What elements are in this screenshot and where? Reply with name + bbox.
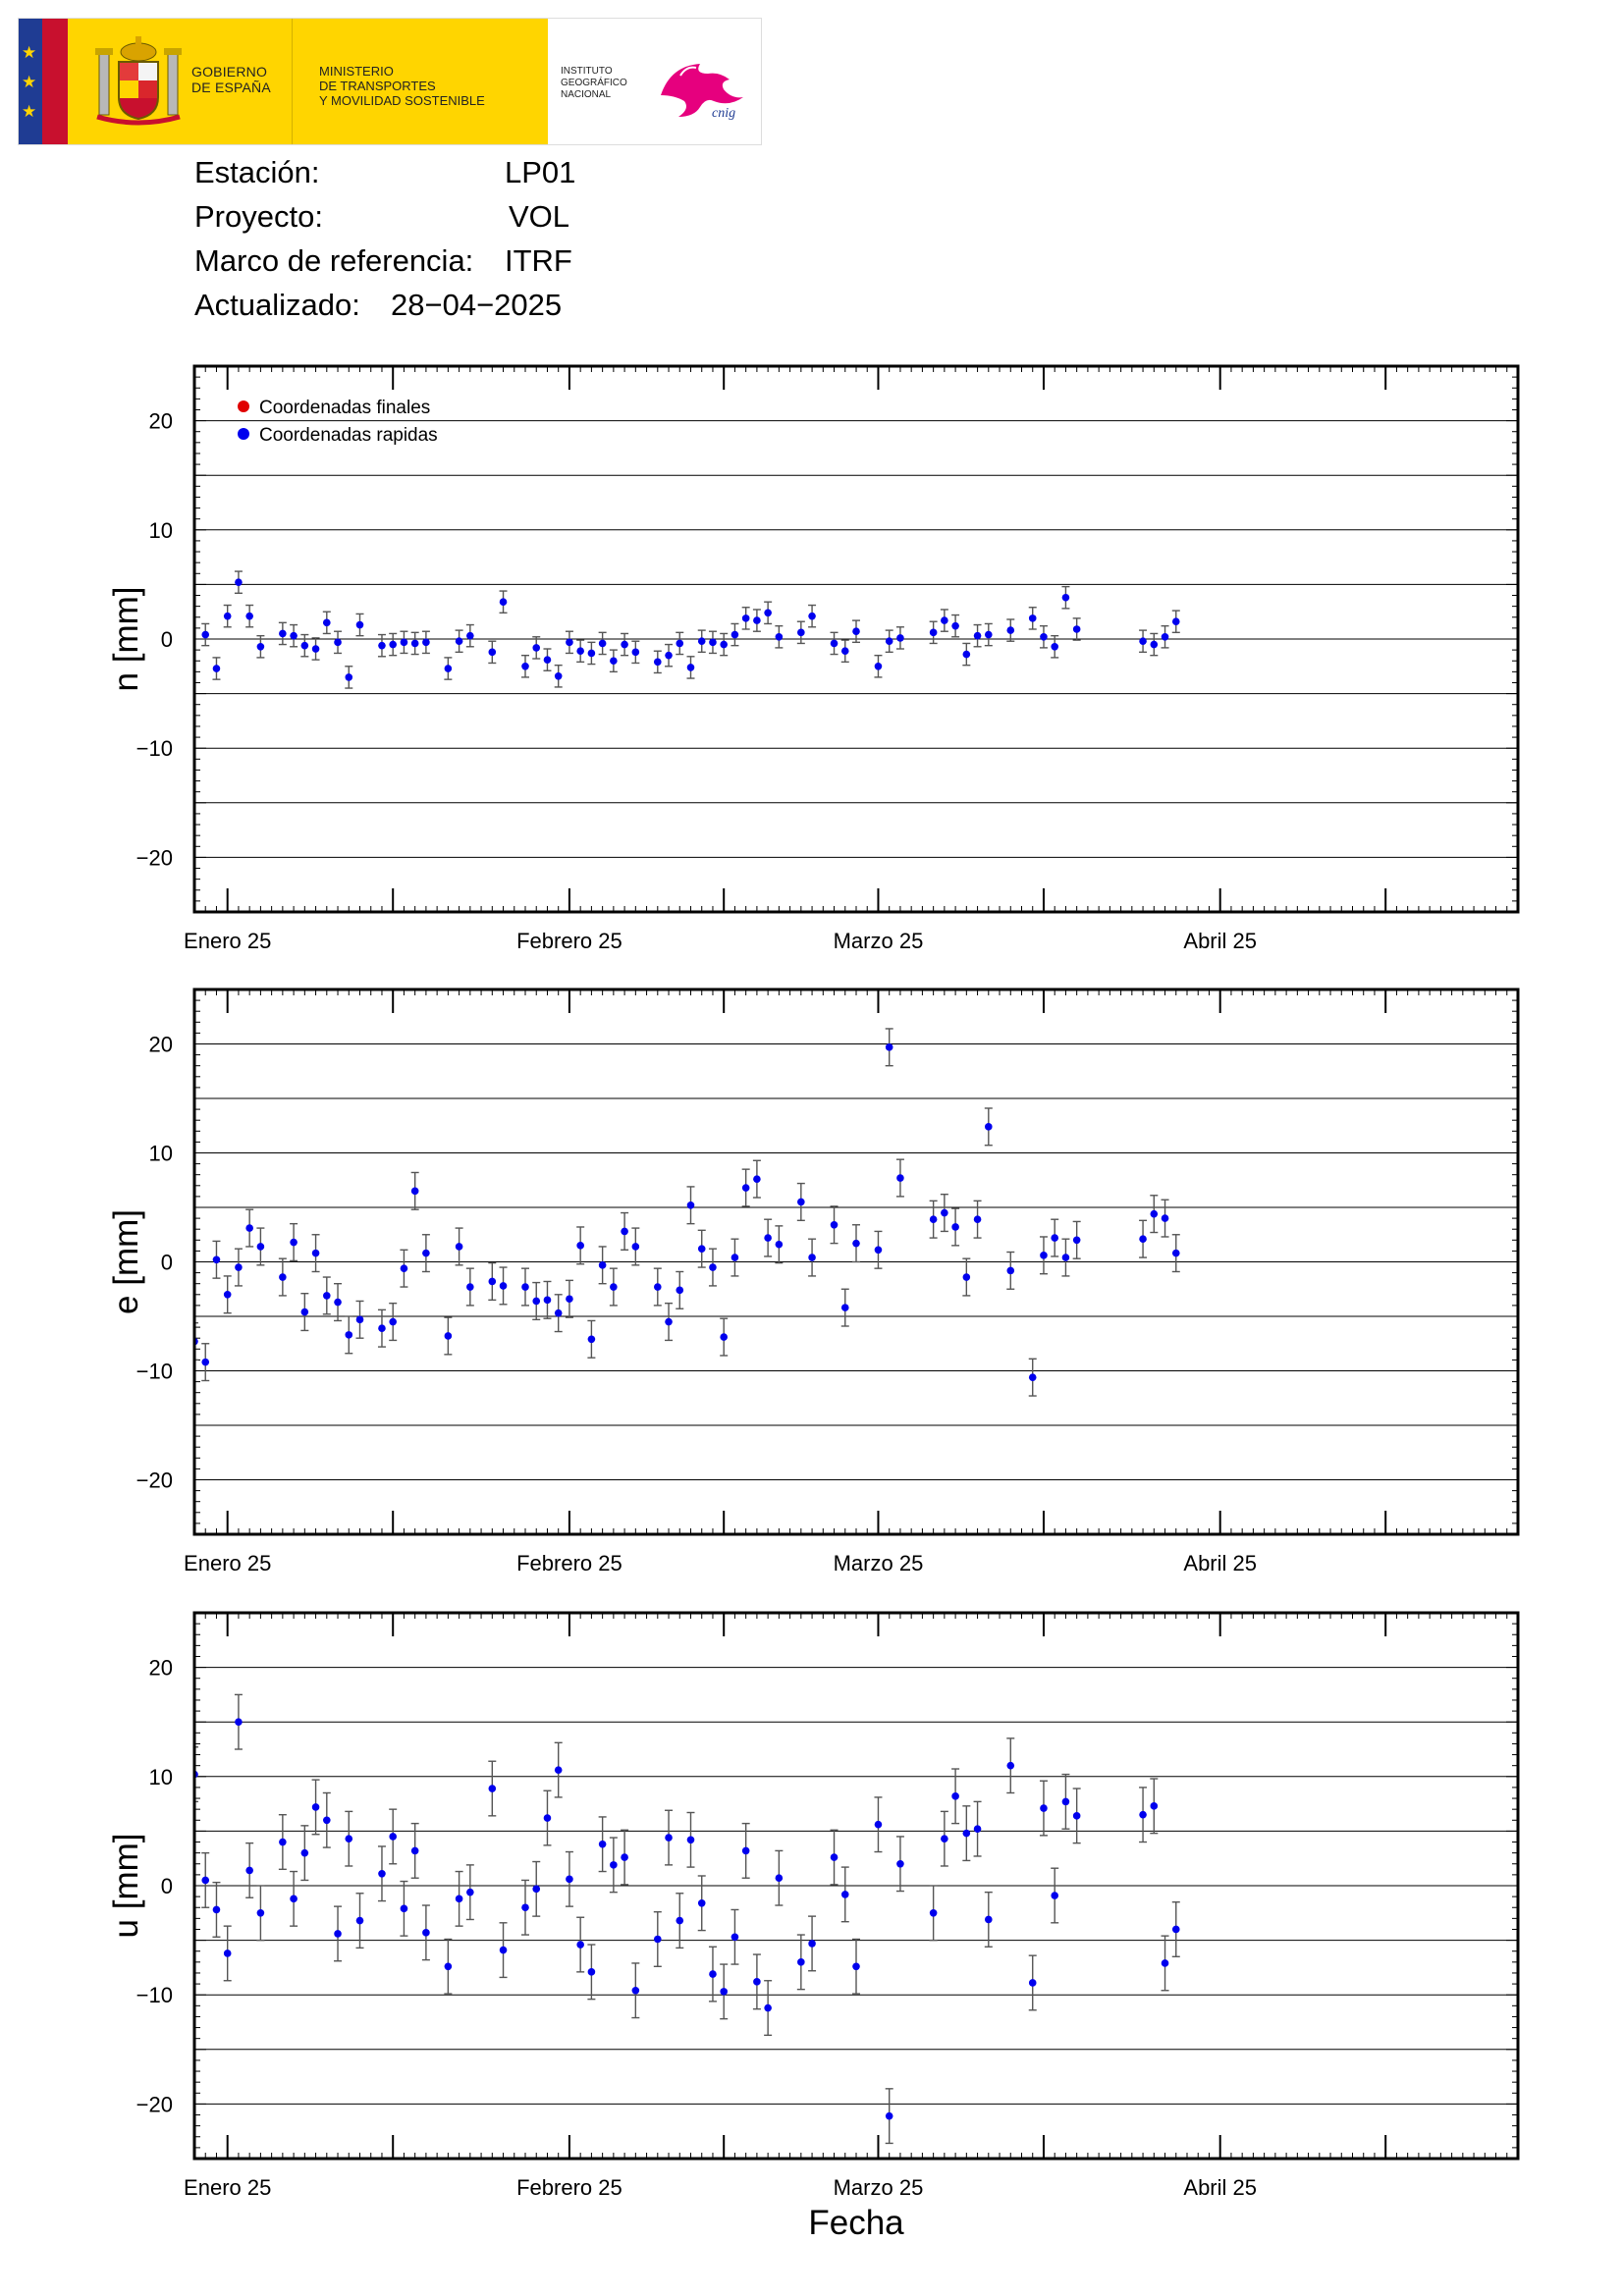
y-axis-label: n [mm] <box>107 586 145 692</box>
data-point <box>974 1825 982 1833</box>
y-tick-label: 10 <box>148 1141 173 1166</box>
data-point <box>896 1174 904 1182</box>
data-point <box>334 1299 342 1307</box>
data-point <box>720 641 728 649</box>
data-point <box>213 1255 221 1263</box>
data-point <box>356 1917 364 1925</box>
data-point <box>422 639 430 647</box>
data-point <box>521 663 529 670</box>
chart-panel-3 <box>107 1613 1518 2200</box>
y-tick-label: 20 <box>148 408 173 434</box>
data-point <box>245 1867 253 1875</box>
y-tick-label: 0 <box>160 1874 173 1898</box>
data-layer <box>190 1694 1180 2143</box>
data-point <box>808 613 816 620</box>
data-point <box>632 1243 640 1251</box>
data-point <box>445 665 453 672</box>
data-point <box>852 1240 860 1248</box>
data-point <box>930 629 938 637</box>
data-point <box>985 631 993 639</box>
data-point <box>808 1940 816 1948</box>
data-point <box>841 647 849 655</box>
star-icon: ★ <box>22 102 37 121</box>
x-tick-label: Marzo 25 <box>833 1551 924 1575</box>
x-axis-label: Fecha <box>808 2204 904 2242</box>
data-point <box>235 578 243 586</box>
data-point <box>576 1242 584 1250</box>
data-point <box>720 1333 728 1341</box>
data-point <box>1162 1959 1169 1967</box>
data-point <box>698 637 706 645</box>
star-icon: ★ <box>22 43 37 62</box>
data-point <box>776 1874 784 1882</box>
data-point <box>687 1836 695 1843</box>
data-point <box>753 616 761 624</box>
data-point <box>566 1876 573 1884</box>
data-point <box>235 1263 243 1271</box>
data-point <box>588 650 596 658</box>
x-tick-label: Enero 25 <box>184 1551 272 1575</box>
data-point <box>566 1295 573 1303</box>
data-point <box>257 1909 265 1917</box>
data-point <box>1006 626 1014 634</box>
data-point <box>301 1308 309 1316</box>
data-point <box>456 637 463 645</box>
data-point <box>687 664 695 671</box>
data-point <box>257 1243 265 1251</box>
data-point <box>389 1318 397 1326</box>
data-point <box>875 1246 883 1254</box>
data-point <box>500 598 508 606</box>
data-point <box>1040 1804 1048 1812</box>
reference-frame-label: Marco de referencia: <box>194 243 474 278</box>
data-point <box>378 1870 386 1878</box>
data-point <box>709 639 717 647</box>
data-point <box>544 656 552 664</box>
data-point <box>411 1188 419 1196</box>
data-point <box>831 1221 839 1229</box>
data-point <box>1062 1798 1070 1806</box>
data-point <box>1051 1892 1058 1899</box>
y-tick-label: 0 <box>160 1250 173 1275</box>
data-point <box>544 1297 552 1305</box>
data-point <box>665 652 673 660</box>
data-point <box>1172 617 1180 625</box>
data-point <box>764 610 772 617</box>
data-point <box>720 1988 728 1996</box>
data-point <box>886 2112 893 2120</box>
data-point <box>257 643 265 651</box>
data-point <box>389 641 397 649</box>
data-point <box>576 647 584 655</box>
data-point <box>776 1241 784 1249</box>
y-tick-label: 20 <box>148 1655 173 1681</box>
data-point <box>875 1821 883 1829</box>
station-label: Estación: <box>194 155 320 189</box>
reference-frame-value: ITRF <box>505 243 572 278</box>
x-tick-label: Marzo 25 <box>833 2175 924 2200</box>
y-tick-label: −20 <box>135 1468 173 1493</box>
data-point <box>290 632 298 640</box>
y-tick-label: −10 <box>135 1359 173 1384</box>
data-point <box>466 1283 474 1291</box>
data-point <box>654 1936 662 1944</box>
data-point <box>555 672 563 680</box>
data-point <box>742 614 750 622</box>
data-point <box>532 1298 540 1306</box>
data-point <box>445 1962 453 1970</box>
star-icon: ★ <box>22 73 37 91</box>
data-point <box>831 640 839 648</box>
data-point <box>576 1941 584 1949</box>
data-point <box>665 1318 673 1326</box>
institute-name: INSTITUTO GEOGRÁFICO NACIONAL <box>561 66 627 100</box>
data-point <box>797 629 805 637</box>
data-point <box>312 1803 320 1811</box>
data-point <box>941 1835 948 1842</box>
data-point <box>731 631 739 639</box>
updated-label: Actualizado: <box>194 288 360 322</box>
x-tick-label: Abril 25 <box>1183 1551 1257 1575</box>
data-point <box>224 1291 232 1299</box>
data-point <box>345 1331 352 1339</box>
data-point <box>985 1123 993 1131</box>
data-point <box>521 1283 529 1291</box>
data-point <box>610 1861 618 1869</box>
data-point <box>224 1949 232 1957</box>
y-tick-label: −20 <box>135 2092 173 2117</box>
data-point <box>1029 614 1037 622</box>
data-point <box>588 1968 596 1976</box>
y-axis-label: e [mm] <box>107 1209 145 1314</box>
data-point <box>709 1970 717 1978</box>
y-tick-label: −10 <box>135 1983 173 2008</box>
data-point <box>610 1283 618 1291</box>
data-point <box>1073 1812 1081 1820</box>
data-point <box>555 1309 563 1317</box>
ministry-name: MINISTERIO DE TRANSPORTES Y MOVILIDAD SOSTENIBLE <box>319 64 485 108</box>
data-point <box>886 637 893 645</box>
data-point <box>411 1847 419 1855</box>
data-layer <box>201 571 1180 688</box>
data-point <box>445 1332 453 1340</box>
data-point <box>213 665 221 672</box>
data-point <box>963 651 971 659</box>
data-point <box>841 1304 849 1311</box>
data-point <box>632 1987 640 1995</box>
data-point <box>279 630 287 638</box>
data-point <box>301 1849 309 1857</box>
data-point <box>896 1860 904 1868</box>
station-value: LP01 <box>505 155 576 189</box>
data-point <box>709 1263 717 1271</box>
data-point <box>1062 1254 1070 1261</box>
y-axis-label: u [mm] <box>107 1833 145 1939</box>
data-point <box>245 613 253 620</box>
data-point <box>345 673 352 681</box>
data-point <box>1139 1811 1147 1819</box>
data-point <box>378 642 386 650</box>
data-point <box>201 1359 209 1366</box>
data-point <box>301 642 309 650</box>
data-point <box>963 1273 971 1281</box>
data-point <box>1006 1762 1014 1770</box>
data-point <box>599 1841 607 1848</box>
data-point <box>1139 1235 1147 1243</box>
legend-label: Coordenadas finales <box>259 398 431 418</box>
data-point <box>698 1899 706 1907</box>
data-point <box>632 649 640 657</box>
chart-panel-1 <box>107 366 1518 953</box>
data-point <box>201 631 209 639</box>
data-point <box>654 659 662 667</box>
data-point <box>1151 1802 1159 1810</box>
data-point <box>323 619 331 627</box>
data-point <box>245 1224 253 1232</box>
data-point <box>312 1250 320 1257</box>
data-point <box>1139 637 1147 645</box>
data-point <box>1006 1267 1014 1275</box>
data-point <box>489 1278 497 1286</box>
x-tick-label: Abril 25 <box>1183 2175 1257 2200</box>
data-point <box>323 1816 331 1824</box>
data-point <box>654 1283 662 1291</box>
data-point <box>489 649 497 657</box>
data-point <box>1151 1210 1159 1218</box>
data-point <box>401 639 408 647</box>
data-point <box>610 657 618 665</box>
data-point <box>1062 594 1070 602</box>
data-point <box>676 1287 683 1295</box>
government-name: GOBIERNO DE ESPAÑA <box>191 64 271 95</box>
data-point <box>941 1209 948 1217</box>
x-tick-label: Febrero 25 <box>516 2175 622 2200</box>
project-value: VOL <box>509 199 570 234</box>
data-point <box>599 640 607 648</box>
data-point <box>422 1250 430 1257</box>
data-point <box>941 616 948 624</box>
data-point <box>896 634 904 642</box>
data-point <box>544 1814 552 1822</box>
x-tick-label: Marzo 25 <box>833 929 924 953</box>
data-point <box>841 1891 849 1898</box>
data-point <box>831 1853 839 1861</box>
data-point <box>753 1175 761 1183</box>
data-point <box>500 1947 508 1954</box>
data-point <box>621 641 628 649</box>
legend-marker <box>238 428 249 440</box>
data-point <box>378 1324 386 1332</box>
data-point <box>456 1896 463 1903</box>
data-point <box>1162 633 1169 641</box>
data-point <box>279 1839 287 1846</box>
data-point <box>489 1785 497 1792</box>
data-point <box>731 1254 739 1261</box>
y-tick-label: −10 <box>135 736 173 762</box>
data-point <box>676 1917 683 1925</box>
data-point <box>875 663 883 670</box>
data-point <box>665 1834 673 1842</box>
data-point <box>411 640 419 648</box>
data-point <box>698 1245 706 1253</box>
data-point <box>985 1916 993 1924</box>
data-point <box>1172 1926 1180 1934</box>
data-point <box>852 627 860 635</box>
data-point <box>599 1261 607 1269</box>
data-point <box>401 1264 408 1272</box>
y-tick-label: −20 <box>135 845 173 871</box>
legend-marker <box>238 400 249 412</box>
data-point <box>974 632 982 640</box>
x-tick-label: Enero 25 <box>184 2175 272 2200</box>
data-point <box>676 640 683 648</box>
data-point <box>1073 1237 1081 1245</box>
data-point <box>235 1718 243 1726</box>
data-point <box>797 1958 805 1966</box>
data-point <box>621 1853 628 1861</box>
chart-panel-2 <box>107 989 1518 1575</box>
data-point <box>797 1199 805 1206</box>
data-point <box>852 1962 860 1970</box>
data-point <box>334 1930 342 1938</box>
x-tick-label: Febrero 25 <box>516 1551 622 1575</box>
data-point <box>356 621 364 629</box>
data-point <box>466 1889 474 1896</box>
y-tick-label: 20 <box>148 1032 173 1057</box>
data-point <box>532 1886 540 1894</box>
data-layer <box>190 1029 1180 1396</box>
data-point <box>500 1282 508 1290</box>
data-point <box>930 1909 938 1917</box>
data-point <box>687 1201 695 1209</box>
data-point <box>776 633 784 641</box>
data-point <box>951 1792 959 1800</box>
data-point <box>312 645 320 653</box>
data-point <box>742 1184 750 1192</box>
data-point <box>521 1903 529 1911</box>
x-tick-label: Enero 25 <box>184 929 272 953</box>
y-tick-label: 10 <box>148 517 173 543</box>
data-point <box>951 1223 959 1231</box>
data-point <box>951 622 959 630</box>
data-point <box>555 1766 563 1774</box>
data-point <box>401 1905 408 1913</box>
y-tick-label: 0 <box>160 627 173 652</box>
data-point <box>1040 633 1048 641</box>
data-point <box>532 644 540 652</box>
data-point <box>290 1239 298 1247</box>
data-point <box>1029 1373 1037 1381</box>
data-point <box>456 1243 463 1251</box>
data-point <box>1051 643 1058 651</box>
data-point <box>753 1978 761 1986</box>
data-point <box>334 639 342 647</box>
data-point <box>1040 1252 1048 1259</box>
data-point <box>356 1316 364 1324</box>
data-point <box>290 1896 298 1903</box>
data-point <box>588 1336 596 1344</box>
data-point <box>213 1906 221 1914</box>
data-point <box>742 1847 750 1855</box>
data-point <box>1073 625 1081 633</box>
data-point <box>1051 1234 1058 1242</box>
data-point <box>1162 1214 1169 1222</box>
data-point <box>886 1043 893 1051</box>
y-tick-label: 10 <box>148 1764 173 1789</box>
x-tick-label: Abril 25 <box>1183 929 1257 953</box>
x-tick-label: Febrero 25 <box>516 929 622 953</box>
data-point <box>224 613 232 620</box>
data-point <box>1172 1250 1180 1257</box>
data-point <box>974 1215 982 1223</box>
data-point <box>930 1215 938 1223</box>
data-point <box>764 2004 772 2012</box>
data-point <box>621 1228 628 1236</box>
data-point <box>279 1273 287 1281</box>
updated-value: 28−04−2025 <box>391 288 563 322</box>
data-point <box>345 1835 352 1842</box>
data-point <box>764 1234 772 1242</box>
data-point <box>731 1933 739 1941</box>
cnig-wordmark: cnig <box>712 106 736 121</box>
data-point <box>963 1830 971 1838</box>
legend-label: Coordenadas rapidas <box>259 425 438 446</box>
project-label: Proyecto: <box>194 199 323 234</box>
data-point <box>566 639 573 647</box>
data-point <box>808 1254 816 1261</box>
data-point <box>1151 641 1159 649</box>
data-point <box>1029 1979 1037 1987</box>
data-point <box>389 1833 397 1841</box>
data-point <box>323 1292 331 1300</box>
data-point <box>422 1929 430 1937</box>
data-point <box>466 632 474 640</box>
data-point <box>201 1877 209 1885</box>
